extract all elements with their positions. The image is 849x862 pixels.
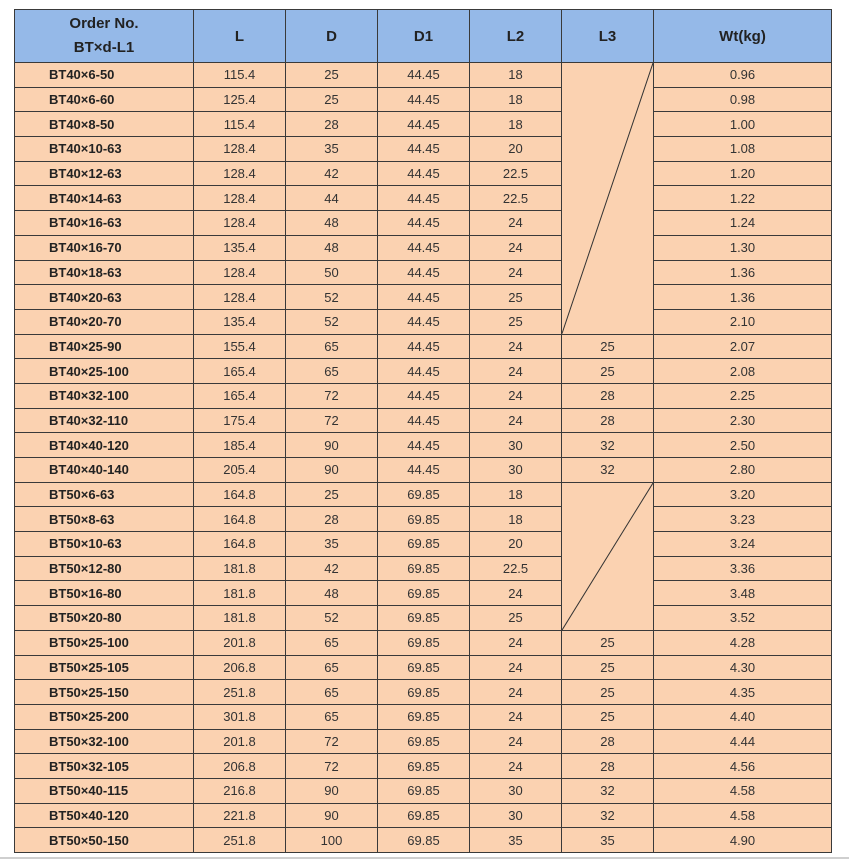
cell-d1: 44.45 bbox=[378, 285, 470, 310]
cell-order: BT50×12-80 bbox=[15, 556, 194, 581]
cell-order: BT40×32-110 bbox=[15, 408, 194, 433]
cell-d1: 69.85 bbox=[378, 581, 470, 606]
cell-d: 65 bbox=[286, 359, 378, 384]
cell-l3: 32 bbox=[562, 778, 654, 803]
table-row bbox=[15, 754, 832, 779]
cell-d1: 44.45 bbox=[378, 211, 470, 236]
table-row bbox=[15, 680, 832, 705]
table-row bbox=[15, 408, 832, 433]
table-row bbox=[15, 729, 832, 754]
cell-l2: 24 bbox=[470, 383, 562, 408]
cell-order: BT40×25-100 bbox=[15, 359, 194, 384]
cell-wt: 2.80 bbox=[654, 458, 832, 483]
header-order-line1: Order No. bbox=[69, 15, 139, 32]
cell-d1: 44.45 bbox=[378, 260, 470, 285]
cell-wt: 1.30 bbox=[654, 235, 832, 260]
header-order-line2: BT×d-L1 bbox=[73, 39, 135, 56]
cell-d1: 44.45 bbox=[378, 186, 470, 211]
cell-l2: 18 bbox=[470, 507, 562, 532]
table-row bbox=[15, 285, 832, 310]
cell-l2: 25 bbox=[470, 285, 562, 310]
table-row bbox=[15, 112, 832, 137]
cell-l3: 28 bbox=[562, 729, 654, 754]
table-row bbox=[15, 482, 832, 507]
cell-l2: 35 bbox=[470, 828, 562, 853]
cell-order: BT40×12-63 bbox=[15, 161, 194, 186]
table-row bbox=[15, 359, 832, 384]
cell-order: BT40×25-90 bbox=[15, 334, 194, 359]
cell-d: 65 bbox=[286, 704, 378, 729]
table-row bbox=[15, 383, 832, 408]
cell-d: 44 bbox=[286, 186, 378, 211]
cell-l2: 20 bbox=[470, 137, 562, 162]
cell-order: BT40×8-50 bbox=[15, 112, 194, 137]
cell-l3: 25 bbox=[562, 630, 654, 655]
cell-d: 52 bbox=[286, 606, 378, 631]
cell-d: 35 bbox=[286, 532, 378, 557]
header-d: D bbox=[286, 10, 378, 63]
cell-l2: 24 bbox=[470, 729, 562, 754]
cell-l2: 20 bbox=[470, 532, 562, 557]
cell-l: 128.4 bbox=[194, 285, 286, 310]
table-body bbox=[15, 63, 832, 853]
cell-wt: 1.00 bbox=[654, 112, 832, 137]
header-row bbox=[15, 10, 832, 63]
cell-order: BT40×6-50 bbox=[15, 63, 194, 88]
cell-wt: 3.48 bbox=[654, 581, 832, 606]
cell-l2: 30 bbox=[470, 458, 562, 483]
table-row bbox=[15, 63, 832, 88]
cell-order: BT40×40-120 bbox=[15, 433, 194, 458]
table-header bbox=[15, 10, 832, 63]
cell-l3: 28 bbox=[562, 408, 654, 433]
cell-d: 48 bbox=[286, 211, 378, 236]
cell-wt: 4.56 bbox=[654, 754, 832, 779]
cell-d1: 69.85 bbox=[378, 704, 470, 729]
cell-d: 52 bbox=[286, 285, 378, 310]
cell-l2: 24 bbox=[470, 260, 562, 285]
cell-wt: 2.30 bbox=[654, 408, 832, 433]
cell-d1: 69.85 bbox=[378, 630, 470, 655]
cell-order: BT40×40-140 bbox=[15, 458, 194, 483]
cell-wt: 3.23 bbox=[654, 507, 832, 532]
cell-d: 65 bbox=[286, 655, 378, 680]
cell-d: 48 bbox=[286, 235, 378, 260]
cell-d1: 44.45 bbox=[378, 408, 470, 433]
cell-wt: 2.07 bbox=[654, 334, 832, 359]
cell-d: 90 bbox=[286, 433, 378, 458]
header-order-no bbox=[15, 10, 194, 63]
cell-d1: 44.45 bbox=[378, 63, 470, 88]
cell-order: BT50×25-200 bbox=[15, 704, 194, 729]
cell-order: BT50×6-63 bbox=[15, 482, 194, 507]
cell-d: 72 bbox=[286, 754, 378, 779]
header-d1: D1 bbox=[378, 10, 470, 63]
table-row bbox=[15, 235, 832, 260]
cell-l2: 22.5 bbox=[470, 556, 562, 581]
cell-order: BT40×10-63 bbox=[15, 137, 194, 162]
cell-d1: 44.45 bbox=[378, 359, 470, 384]
cell-d: 25 bbox=[286, 63, 378, 88]
cell-wt: 3.24 bbox=[654, 532, 832, 557]
cell-d1: 69.85 bbox=[378, 482, 470, 507]
table-row bbox=[15, 87, 832, 112]
cell-d1: 69.85 bbox=[378, 729, 470, 754]
cell-l: 175.4 bbox=[194, 408, 286, 433]
cell-order: BT50×32-100 bbox=[15, 729, 194, 754]
cell-l2: 24 bbox=[470, 754, 562, 779]
cell-d: 42 bbox=[286, 556, 378, 581]
cell-order: BT50×40-115 bbox=[15, 778, 194, 803]
cell-l: 201.8 bbox=[194, 729, 286, 754]
cell-d1: 44.45 bbox=[378, 458, 470, 483]
cell-wt: 4.30 bbox=[654, 655, 832, 680]
cell-l: 221.8 bbox=[194, 803, 286, 828]
cell-wt: 4.35 bbox=[654, 680, 832, 705]
cell-l: 181.8 bbox=[194, 556, 286, 581]
cell-d: 72 bbox=[286, 383, 378, 408]
cell-l2: 30 bbox=[470, 778, 562, 803]
cell-order: BT40×16-70 bbox=[15, 235, 194, 260]
cell-d1: 44.45 bbox=[378, 383, 470, 408]
cell-l2: 24 bbox=[470, 704, 562, 729]
cell-d1: 69.85 bbox=[378, 507, 470, 532]
cell-l: 201.8 bbox=[194, 630, 286, 655]
cell-l2: 24 bbox=[470, 211, 562, 236]
cell-l2: 24 bbox=[470, 581, 562, 606]
cell-order: BT50×40-120 bbox=[15, 803, 194, 828]
cell-l3: 35 bbox=[562, 828, 654, 853]
cell-d1: 44.45 bbox=[378, 87, 470, 112]
header-l: L bbox=[194, 10, 286, 63]
cell-l2: 25 bbox=[470, 309, 562, 334]
cell-d: 65 bbox=[286, 680, 378, 705]
cell-wt: 2.10 bbox=[654, 309, 832, 334]
table-row bbox=[15, 507, 832, 532]
cell-l2: 24 bbox=[470, 655, 562, 680]
table-row bbox=[15, 334, 832, 359]
cell-wt: 1.22 bbox=[654, 186, 832, 211]
cell-l3-not-applicable bbox=[562, 482, 654, 630]
cell-order: BT50×25-105 bbox=[15, 655, 194, 680]
cell-l2: 18 bbox=[470, 482, 562, 507]
cell-d: 52 bbox=[286, 309, 378, 334]
diagonal-slash-icon bbox=[562, 63, 653, 334]
cell-wt: 4.40 bbox=[654, 704, 832, 729]
cell-l2: 24 bbox=[470, 359, 562, 384]
cell-order: BT50×32-105 bbox=[15, 754, 194, 779]
cell-l3-not-applicable bbox=[562, 63, 654, 335]
cell-order: BT50×20-80 bbox=[15, 606, 194, 631]
cell-d: 42 bbox=[286, 161, 378, 186]
cell-l: 251.8 bbox=[194, 828, 286, 853]
cell-d1: 69.85 bbox=[378, 828, 470, 853]
cell-l2: 24 bbox=[470, 630, 562, 655]
cell-d1: 44.45 bbox=[378, 161, 470, 186]
cell-wt: 1.36 bbox=[654, 285, 832, 310]
cell-l: 251.8 bbox=[194, 680, 286, 705]
cell-d: 25 bbox=[286, 482, 378, 507]
table-row bbox=[15, 186, 832, 211]
cell-d: 50 bbox=[286, 260, 378, 285]
cell-d: 72 bbox=[286, 408, 378, 433]
cell-order: BT50×25-100 bbox=[15, 630, 194, 655]
cell-d1: 69.85 bbox=[378, 803, 470, 828]
cell-d: 100 bbox=[286, 828, 378, 853]
cell-l2: 24 bbox=[470, 680, 562, 705]
cell-d: 28 bbox=[286, 112, 378, 137]
cell-d: 35 bbox=[286, 137, 378, 162]
cell-order: BT40×6-60 bbox=[15, 87, 194, 112]
cell-d1: 69.85 bbox=[378, 778, 470, 803]
cell-wt: 3.36 bbox=[654, 556, 832, 581]
cell-wt: 4.28 bbox=[654, 630, 832, 655]
cell-l3: 25 bbox=[562, 680, 654, 705]
cell-d1: 44.45 bbox=[378, 112, 470, 137]
cell-l2: 18 bbox=[470, 87, 562, 112]
cell-d1: 69.85 bbox=[378, 754, 470, 779]
table-row bbox=[15, 630, 832, 655]
cell-l: 164.8 bbox=[194, 482, 286, 507]
cell-l: 164.8 bbox=[194, 507, 286, 532]
cell-l3: 25 bbox=[562, 359, 654, 384]
header-l3: L3 bbox=[562, 10, 654, 63]
cell-d1: 69.85 bbox=[378, 655, 470, 680]
table-row bbox=[15, 581, 832, 606]
cell-l3: 25 bbox=[562, 655, 654, 680]
cell-l3: 28 bbox=[562, 383, 654, 408]
cell-l: 181.8 bbox=[194, 581, 286, 606]
table-row bbox=[15, 828, 832, 853]
cell-wt: 4.58 bbox=[654, 778, 832, 803]
cell-l: 165.4 bbox=[194, 383, 286, 408]
cell-l2: 24 bbox=[470, 235, 562, 260]
cell-l: 135.4 bbox=[194, 309, 286, 334]
cell-d1: 69.85 bbox=[378, 532, 470, 557]
table-row bbox=[15, 433, 832, 458]
cell-d: 90 bbox=[286, 778, 378, 803]
cell-l2: 30 bbox=[470, 803, 562, 828]
cell-l3: 28 bbox=[562, 754, 654, 779]
cell-d1: 44.45 bbox=[378, 235, 470, 260]
cell-order: BT50×10-63 bbox=[15, 532, 194, 557]
table-row bbox=[15, 260, 832, 285]
header-l2: L2 bbox=[470, 10, 562, 63]
cell-l: 115.4 bbox=[194, 112, 286, 137]
cell-order: BT40×20-70 bbox=[15, 309, 194, 334]
cell-d: 90 bbox=[286, 803, 378, 828]
cell-order: BT50×16-80 bbox=[15, 581, 194, 606]
cell-d: 25 bbox=[286, 87, 378, 112]
table-row bbox=[15, 458, 832, 483]
table-row bbox=[15, 137, 832, 162]
cell-l3: 25 bbox=[562, 704, 654, 729]
table-row bbox=[15, 556, 832, 581]
bottom-divider bbox=[0, 857, 849, 859]
cell-l: 135.4 bbox=[194, 235, 286, 260]
cell-order: BT50×25-150 bbox=[15, 680, 194, 705]
cell-l2: 18 bbox=[470, 112, 562, 137]
cell-d: 72 bbox=[286, 729, 378, 754]
table-row bbox=[15, 211, 832, 236]
cell-d: 48 bbox=[286, 581, 378, 606]
header-wt: Wt(kg) bbox=[654, 10, 832, 63]
cell-wt: 1.20 bbox=[654, 161, 832, 186]
table-row bbox=[15, 161, 832, 186]
cell-l: 165.4 bbox=[194, 359, 286, 384]
cell-l2: 25 bbox=[470, 606, 562, 631]
cell-d: 90 bbox=[286, 458, 378, 483]
cell-l: 185.4 bbox=[194, 433, 286, 458]
table-row bbox=[15, 532, 832, 557]
cell-l: 128.4 bbox=[194, 137, 286, 162]
cell-wt: 3.52 bbox=[654, 606, 832, 631]
cell-wt: 4.90 bbox=[654, 828, 832, 853]
table-row bbox=[15, 778, 832, 803]
cell-wt: 1.36 bbox=[654, 260, 832, 285]
cell-order: BT50×50-150 bbox=[15, 828, 194, 853]
cell-d1: 69.85 bbox=[378, 606, 470, 631]
cell-order: BT40×18-63 bbox=[15, 260, 194, 285]
cell-wt: 2.50 bbox=[654, 433, 832, 458]
cell-l3: 32 bbox=[562, 803, 654, 828]
cell-order: BT40×14-63 bbox=[15, 186, 194, 211]
table-row bbox=[15, 606, 832, 631]
cell-l: 128.4 bbox=[194, 260, 286, 285]
cell-wt: 4.58 bbox=[654, 803, 832, 828]
cell-wt: 1.24 bbox=[654, 211, 832, 236]
cell-d1: 44.45 bbox=[378, 433, 470, 458]
cell-l2: 30 bbox=[470, 433, 562, 458]
cell-l: 128.4 bbox=[194, 186, 286, 211]
cell-wt: 2.25 bbox=[654, 383, 832, 408]
cell-l: 115.4 bbox=[194, 63, 286, 88]
cell-l2: 22.5 bbox=[470, 161, 562, 186]
cell-d1: 44.45 bbox=[378, 334, 470, 359]
cell-d1: 69.85 bbox=[378, 556, 470, 581]
cell-order: BT40×32-100 bbox=[15, 383, 194, 408]
cell-l: 128.4 bbox=[194, 161, 286, 186]
cell-l: 181.8 bbox=[194, 606, 286, 631]
cell-l: 164.8 bbox=[194, 532, 286, 557]
diagonal-slash-icon bbox=[562, 483, 653, 630]
cell-d1: 69.85 bbox=[378, 680, 470, 705]
table-row bbox=[15, 655, 832, 680]
cell-l: 125.4 bbox=[194, 87, 286, 112]
cell-order: BT40×20-63 bbox=[15, 285, 194, 310]
table-row bbox=[15, 803, 832, 828]
cell-l2: 24 bbox=[470, 408, 562, 433]
cell-d1: 44.45 bbox=[378, 137, 470, 162]
cell-l2: 24 bbox=[470, 334, 562, 359]
spec-table bbox=[14, 9, 832, 853]
cell-wt: 2.08 bbox=[654, 359, 832, 384]
cell-l2: 22.5 bbox=[470, 186, 562, 211]
cell-order: BT40×16-63 bbox=[15, 211, 194, 236]
cell-l: 301.8 bbox=[194, 704, 286, 729]
table-row bbox=[15, 704, 832, 729]
cell-wt: 3.20 bbox=[654, 482, 832, 507]
cell-l: 206.8 bbox=[194, 754, 286, 779]
cell-wt: 4.44 bbox=[654, 729, 832, 754]
cell-l: 205.4 bbox=[194, 458, 286, 483]
cell-l3: 25 bbox=[562, 334, 654, 359]
cell-l: 206.8 bbox=[194, 655, 286, 680]
cell-l3: 32 bbox=[562, 433, 654, 458]
cell-l: 155.4 bbox=[194, 334, 286, 359]
table-row bbox=[15, 309, 832, 334]
cell-l3: 32 bbox=[562, 458, 654, 483]
cell-d: 65 bbox=[286, 630, 378, 655]
cell-order: BT50×8-63 bbox=[15, 507, 194, 532]
cell-d: 28 bbox=[286, 507, 378, 532]
cell-wt: 0.98 bbox=[654, 87, 832, 112]
cell-wt: 1.08 bbox=[654, 137, 832, 162]
cell-d: 65 bbox=[286, 334, 378, 359]
cell-l: 128.4 bbox=[194, 211, 286, 236]
cell-l2: 18 bbox=[470, 63, 562, 88]
cell-d1: 44.45 bbox=[378, 309, 470, 334]
cell-wt: 0.96 bbox=[654, 63, 832, 88]
cell-l: 216.8 bbox=[194, 778, 286, 803]
